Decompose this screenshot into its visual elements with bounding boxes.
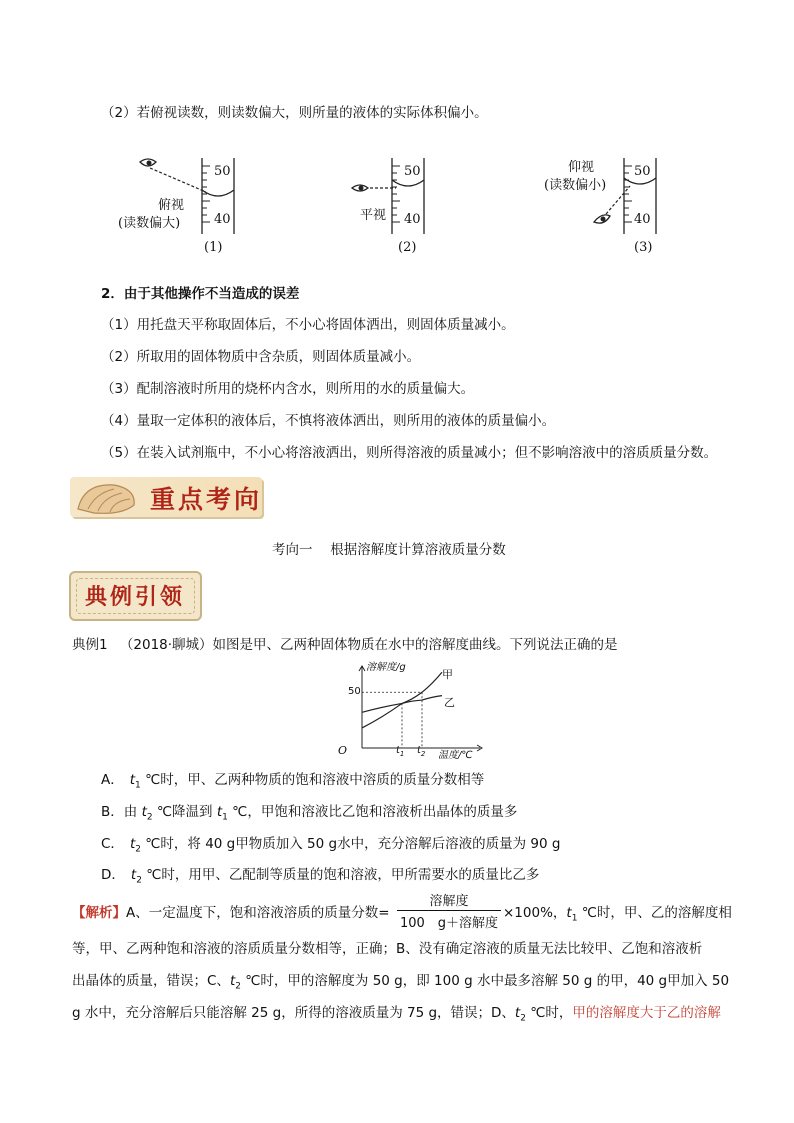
example-badge-title: 典例引领 — [85, 584, 186, 610]
chart-origin: O — [338, 744, 348, 757]
section2-item-4: （4）量取一定体积的液体后，不慎将液体洒出，则所用的液体的质量偏小。 — [101, 413, 556, 429]
cylinder-1-bottom-value: 40 — [214, 212, 231, 227]
chart-y-tick-50: 50 — [348, 686, 361, 697]
option-b: B．由 $t_2$ ℃降温到 $t_1$ ℃，甲饱和溶液比乙饱和溶液析出晶体的质量多 — [101, 804, 518, 823]
cylinder-2-label-line1: 平视 — [360, 208, 387, 223]
section2-item-2: （2）所取用的固体物质中含杂质，则固体质量减小。 — [101, 349, 421, 365]
intro-item-2: （2）若俯视读数，则读数偏大，则所量的液体的实际体积偏小。 — [101, 105, 488, 121]
section2-item-5: （5）在装入试剂瓶中，不小心将溶液洒出，则所得溶液的质量减小；但不影响溶液中的溶质质量分数。 — [101, 445, 718, 461]
cylinder-diagram-2 — [340, 150, 450, 260]
cylinder-diagram-1 — [110, 150, 260, 260]
cylinder-3-label-line2: (读数偏小) — [544, 178, 607, 193]
analysis-line-1: 【解析】A、一定温度下，饱和溶液溶质的质量分数= — [72, 905, 390, 921]
example-source: （2018·聊城） — [119, 637, 213, 653]
series-yi-curve — [362, 696, 442, 713]
cylinder-3-top-value: 50 — [634, 164, 651, 179]
cylinder-2-top-value: 50 — [404, 164, 421, 179]
example-question: 如图是甲、乙两种固体物质在水中的溶解度曲线。下列说法正确的是 — [212, 637, 618, 653]
solubility-chart — [330, 658, 490, 766]
example-question-line — [72, 633, 618, 653]
option-d: D． $t_2$ ℃时，用甲、乙配制等质量的饱和溶液，甲所需要水的质量比乙多 — [101, 867, 540, 886]
cylinder-3-label-line1: 仰视 — [568, 160, 595, 175]
cylinder-3-bottom-value: 40 — [634, 212, 651, 227]
banner-title: 重点考向 — [150, 485, 263, 514]
cylinder-2-bottom-value: 40 — [404, 212, 421, 227]
cylinder-figure-2 — [340, 150, 450, 260]
fraction-numerator: 溶解度 — [397, 890, 501, 911]
analysis-tag: 【解析】 — [72, 905, 126, 921]
cylinder-1-caption: (1) — [204, 240, 223, 255]
analysis-line-4: g 水中，充分溶解后只能溶解 25 g，所得的溶液质量为 75 g，错误；D、$t_2$ ℃时，甲的溶解度大于乙的溶解 — [72, 1005, 721, 1024]
option-c: C． $t_2$ ℃时，将 40 g甲物质加入 50 g水中，充分溶解后溶液的质量为 90 g — [101, 836, 561, 855]
cylinder-3-caption: (3) — [634, 240, 653, 255]
key-focus-banner — [70, 477, 262, 517]
cylinder-figure-3 — [540, 150, 670, 260]
chart-ylabel: 溶解度/g — [366, 662, 406, 673]
chart-series-label-jia: 甲 — [442, 668, 453, 681]
cylinder-1-label-line1: 俯视 — [158, 198, 185, 213]
section2-item-1: （1）用托盘天平称取固体后，不小心将固体洒出，则固体质量减小。 — [101, 317, 515, 333]
analysis-fraction — [397, 890, 501, 931]
cylinder-1-top-value: 50 — [214, 164, 231, 179]
analysis-line-1-b: ×100%，$t_1$ ℃时，甲、乙的溶解度相 — [503, 905, 732, 924]
section2-heading: 2．由于其他操作不当造成的误差 — [101, 286, 300, 302]
section2-item-3: （3）配制溶液时所用的烧杯内含水，则所用的水的质量偏大。 — [101, 381, 475, 397]
example-badge — [69, 571, 202, 621]
chart-xlabel: 温度/℃ — [438, 750, 473, 761]
fraction-denominator: 100 g＋溶解度 — [399, 916, 499, 931]
chart-series-label-yi: 乙 — [444, 696, 455, 709]
cylinder-1-label-line2: (读数偏大) — [118, 216, 181, 231]
chart-x-tick-t2: $t_2$ — [417, 745, 426, 758]
chart-x-tick-t1: $t_1$ — [396, 745, 405, 758]
topic-title: 考向一 根据溶解度计算溶液质量分数 — [272, 542, 506, 558]
shell-icon — [74, 479, 140, 517]
example-label: 典例1 — [72, 637, 108, 653]
analysis-line-3: 出晶体的质量，错误；C、$t_2$ ℃时，甲的溶解度为 50 g，即 100 g 水中最多溶解 50 g 的甲，40 g甲加入 50 — [72, 973, 730, 992]
cylinder-figure-1 — [110, 150, 260, 260]
cylinder-2-caption: (2) — [398, 240, 417, 255]
analysis-line-2: 等，甲、乙两种饱和溶液的溶质质量分数相等，正确；B、没有确定溶液的质量无法比较甲、乙饱和溶液析 — [72, 941, 703, 957]
option-a: A． $t_1$ ℃时，甲、乙两种物质的饱和溶液中溶质的质量分数相等 — [101, 772, 485, 791]
